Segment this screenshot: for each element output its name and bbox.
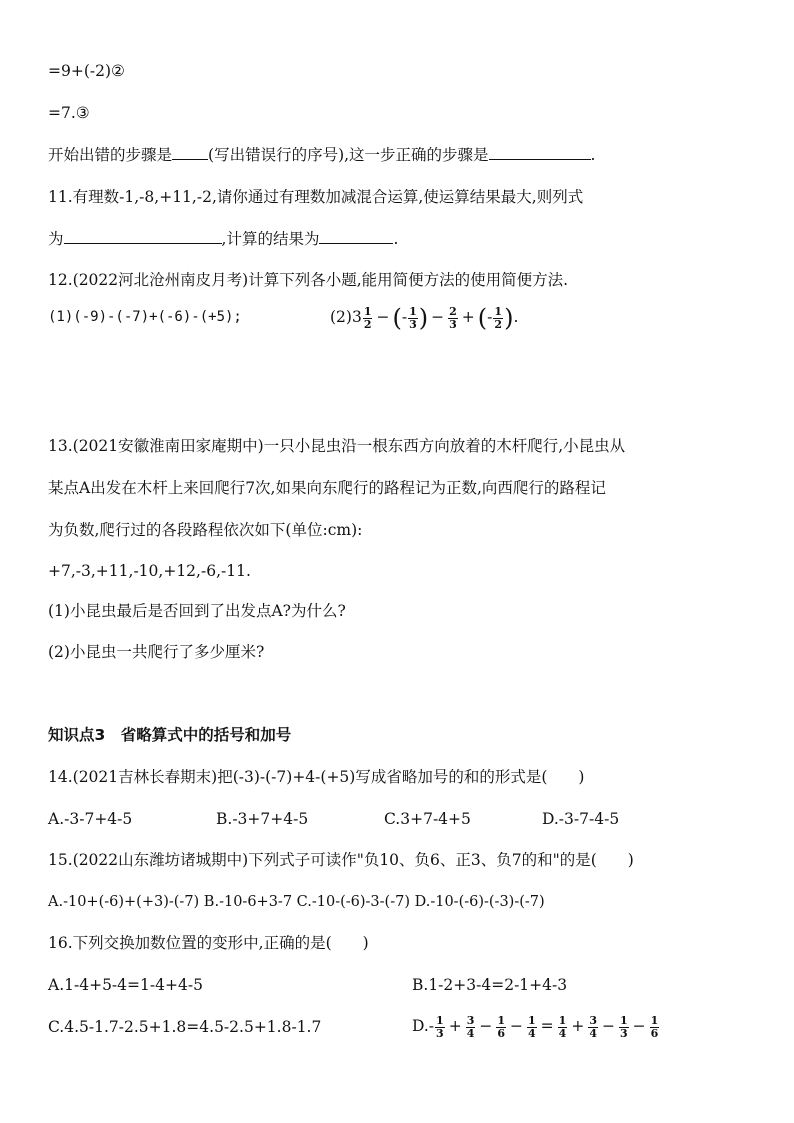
- q13-data: +7,-3,+11,-10,+12,-6,-11.: [48, 562, 251, 580]
- q12-stem: 12.(2022河北沧州南皮月考)计算下列各小题,能用简便方法的使用简便方法.: [48, 271, 569, 289]
- q11-line1: 11.有理数-1,-8,+11,-2,请你通过有理数加减混合运算,使运算结果最大,则列式: [48, 188, 584, 206]
- fraction: $\frac{1}{6}$: [650, 1013, 659, 1040]
- fraction: $\frac{1}{2}$: [363, 304, 372, 331]
- period: .: [590, 146, 596, 164]
- q16-option-b: B.1-2+3-4=2-1+4-3: [412, 976, 568, 994]
- q13-line1: 13.(2021安徽淮南田家庵期中)一只小昆虫沿一根东西方向放着的木杆爬行,小昆虫从: [48, 437, 626, 455]
- q13-sub2: (2)小昆虫一共爬行了多少厘米?: [48, 643, 265, 661]
- step-line-2: =9+(-2)②: [48, 62, 125, 80]
- q12-part2: (2)3 $\frac{1}{2}$ − (- $\frac{1}{3}$ ) − $\frac{2}{3}$ + (- $\frac{1}{2}$ ).: [330, 304, 519, 332]
- answer-blank[interactable]: [64, 227, 222, 244]
- fraction: $\frac{2}{3}$: [449, 304, 457, 331]
- answer-blank[interactable]: [319, 227, 393, 244]
- q14-option-c: C.3+7-4+5: [384, 810, 471, 828]
- q11-text: 为: [48, 230, 64, 248]
- q13-sub1: (1)小昆虫最后是否回到了出发点A?为什么?: [48, 602, 346, 620]
- q12-part2-prefix: (2)3: [330, 308, 362, 326]
- step-line-3: =7.③: [48, 104, 90, 122]
- fraction: $\frac{1}{3}$: [619, 1013, 628, 1040]
- section-heading: 知识点3 省略算式中的括号和加号: [48, 726, 292, 744]
- q10-text-a: 开始出错的步骤是: [48, 146, 173, 164]
- q15-stem: 15.(2022山东潍坊诸城期中)下列式子可读作"负10、负6、正3、负7的和"的是( ): [48, 851, 634, 869]
- q12-part1: (1)(-9)-(-7)+(-6)-(+5);: [48, 309, 242, 325]
- q14-option-d: D.-3-7-4-5: [542, 810, 620, 828]
- q15-options: A.-10+(-6)+(+3)-(-7) B.-10-6+3-7 C.-10-(-6)-3-(-7) D.-10-(-6)-(-3)-(-7): [48, 894, 545, 910]
- q16-d-prefix: D.-: [412, 1017, 435, 1035]
- q13-line3: 为负数,爬行过的各段路程依次如下(单位:cm):: [48, 521, 363, 539]
- q16-option-c: C.4.5-1.7-2.5+1.8=4.5-2.5+1.8-1.7: [48, 1018, 322, 1036]
- fraction: $\frac{1}{6}$: [497, 1013, 506, 1040]
- fraction: $\frac{1}{4}$: [528, 1013, 536, 1040]
- q13-line2: 某点A出发在木杆上来回爬行7次,如果向东爬行的路程记为正数,向西爬行的路程记: [48, 479, 606, 497]
- period: .: [393, 230, 399, 248]
- q11-line2: [48, 227, 398, 250]
- q14-option-a: A.-3-7+4-5: [48, 810, 133, 828]
- fraction: $\frac{1}{4}$: [558, 1013, 567, 1040]
- fraction: $\frac{1}{2}$: [494, 304, 503, 331]
- fraction: $\frac{3}{4}$: [466, 1013, 475, 1040]
- q16-option-d: D.- $\frac{1}{3}$ + $\frac{3}{4}$ − $\frac{1}{6}$ − $\frac{1}{4}$ = $\frac{1}{4}$ + $\frac{3}{4}$ − $\frac{1}{3}$ − $\frac{1}{6}$: [412, 1013, 659, 1040]
- q16-stem: 16.下列交换加数位置的变形中,正确的是( ): [48, 934, 369, 952]
- fraction: $\frac{3}{4}$: [589, 1013, 597, 1040]
- q10-answer-line: [48, 143, 595, 166]
- q14-stem: 14.(2021吉林长春期末)把(-3)-(-7)+4-(+5)写成省略加号的和的形式是( ): [48, 768, 585, 786]
- q16-option-a: A.1-4+5-4=1-4+4-5: [48, 976, 203, 994]
- fraction: $\frac{1}{3}$: [436, 1013, 444, 1040]
- q11-text: ,计算的结果为: [221, 230, 320, 248]
- fraction: $\frac{1}{3}$: [409, 304, 417, 331]
- answer-blank[interactable]: [172, 143, 208, 160]
- q14-option-b: B.-3+7+4-5: [216, 810, 309, 828]
- answer-blank[interactable]: [489, 143, 591, 160]
- q10-text-b: (写出错误行的序号),这一步正确的步骤是: [208, 146, 489, 164]
